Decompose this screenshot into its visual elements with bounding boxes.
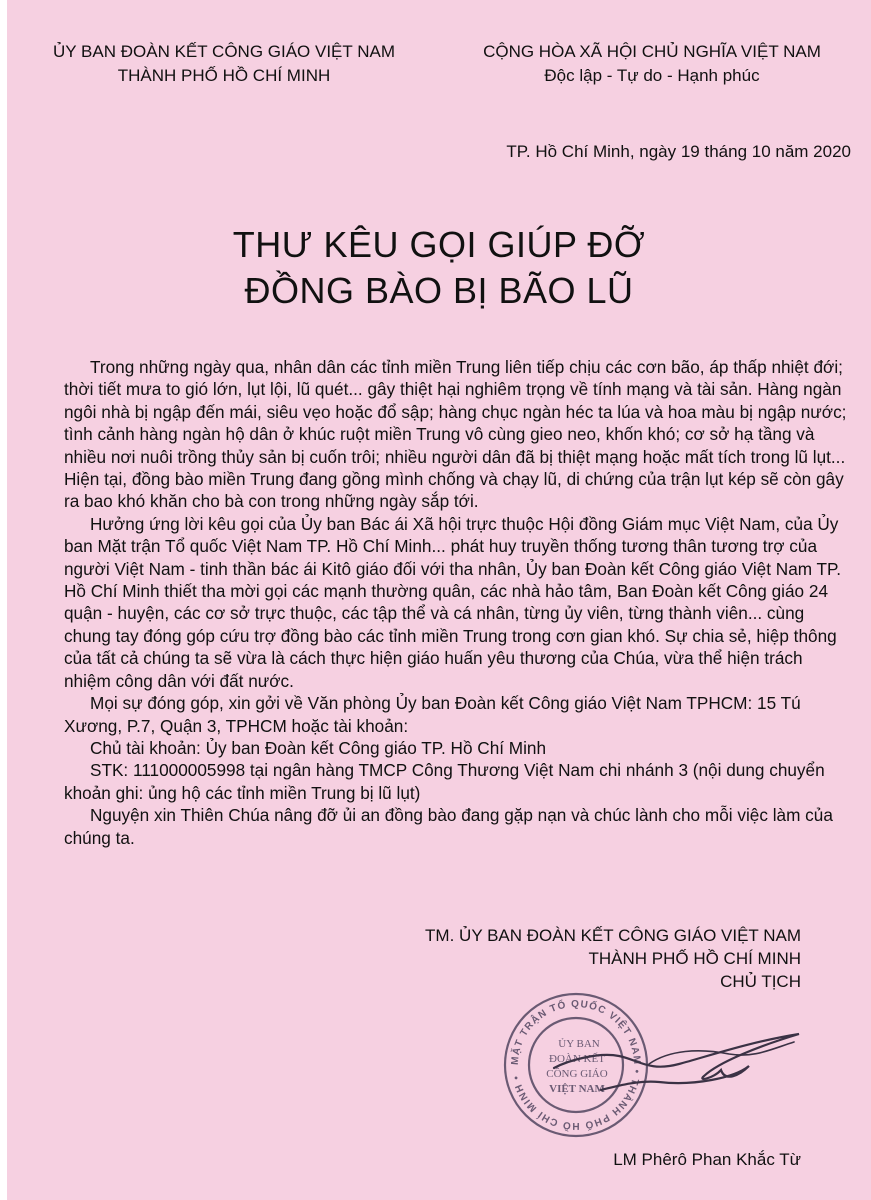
- organization-city: THÀNH PHỐ HỒ CHÍ MINH: [117, 66, 331, 85]
- body-paragraph-2: Hưởng ứng lời kêu gọi của Ủy ban Bác ái Xã hội trực thuộc Hội đồng Giám mục Việt Nam, của Ủy ban Mặt trận Tổ quốc Việt Nam TP. Hồ Chí Minh... phát huy truyền thống tương thân tương trợ của người Việt Nam - tinh thần bác ái Kitô giáo đối với tha nhân, Ủy ban Đoàn kết Công giáo Việt Nam TP. Hồ Chí Minh thiết tha mời gọi các mạnh thường quân, các nhà hảo tâm, Ban Đoàn kết Công giáo 24 quận - huyện, các cơ sở trực thuộc, các tập thể và cá nhân, từng ủy viên, từng thành viên... cùng chung tay đóng góp cứu trợ đồng bào các tỉnh miền Trung trong cơn gian khó. Sự chia sẻ, hiệp thông của tất cả chúng ta sẽ vừa là cách thực hiện giáo huấn yêu thương của Chúa, vừa thể hiện trách nhiệm công dân với đất nước.: [64, 513, 842, 691]
- title-line-2: ĐỒNG BÀO BỊ BÃO LŨ: [244, 270, 634, 311]
- letter-date: TP. Hồ Chí Minh, ngày 19 tháng 10 năm 2020: [506, 142, 851, 161]
- signature-line-1: TM. ỦY BAN ĐOÀN KẾT CÔNG GIÁO VIỆT NAM: [425, 926, 801, 945]
- national-header: [447, 40, 857, 88]
- signer-name: LM Phêrô Phan Khắc Từ: [613, 1150, 801, 1169]
- letter-page: [7, 0, 871, 1200]
- svg-text:VIỆT NAM: VIỆT NAM: [549, 1083, 605, 1095]
- body-paragraph-5: STK: 111000005998 tại ngân hàng TMCP Công Thương Việt Nam chi nhánh 3 (nội dung chuyển khoản ghi: ủng hộ các tỉnh miền Trung bị lũ lụt): [64, 760, 825, 803]
- organization-header: [29, 40, 419, 88]
- svg-text:ỦY BAN: ỦY BAN: [558, 1038, 600, 1050]
- national-motto: Độc lập - Tự do - Hạnh phúc: [544, 66, 760, 85]
- body-paragraph-1: Trong những ngày qua, nhân dân các tỉnh miền Trung liên tiếp chịu các cơn bão, áp thấp nhiệt đới; thời tiết mưa to gió lớn, lụt lội, lũ quét... gây thiệt hại nghiêm trọng về tính mạng và tài sản. Hàng ngàn ngôi nhà bị ngập đến mái, siêu vẹo hoặc đổ sập; hàng chục ngàn héc ta lúa và hoa màu bị ngập nước; tình cảnh hàng ngàn hộ dân ở khúc ruột miền Trung vô cùng gieo neo, khốn khó; cơ sở hạ tầng và nhiều nơi nuôi trồng thủy sản bị cuốn trôi; nhiều người dân đã bị thiệt mạng hoặc mất tích trong lũ lụt... Hiện tại, đồng bào miền Trung đang gồng mình chống và chạy lũ, di chứng của trận lụt kép sẽ còn gây ra bao khó khăn cho bà con trong những ngày sắp tới.: [64, 357, 847, 512]
- signature-flourish: [649, 1042, 794, 1064]
- body-paragraph-3: Mọi sự đóng góp, xin gởi về Văn phòng Ủy ban Đoàn kết Công giáo Việt Nam TPHCM: 15 Tú Xương, P.7, Quận 3, TPHCM hoặc tài khoản:: [64, 693, 801, 736]
- national-title: CỘNG HÒA XÃ HỘI CHỦ NGHĨA VIỆT NAM: [483, 42, 821, 61]
- seal-and-signature-graphic: [499, 990, 819, 1140]
- svg-text:ĐOÀN KẾT: ĐOÀN KẾT: [549, 1053, 605, 1065]
- seal-rings: [505, 994, 647, 1136]
- seal-ring-text: MẶT TRẬN TỔ QUỐC VIỆT NAM • THÀNH PHỐ HỒ CHÍ MINH •: [509, 998, 643, 1132]
- svg-text:CÔNG GIÁO: CÔNG GIÁO: [546, 1068, 608, 1080]
- official-seal: [499, 990, 819, 1145]
- title-line-1: THƯ KÊU GỌI GIÚP ĐỠ: [232, 224, 646, 265]
- signature-line-2: THÀNH PHỐ HỒ CHÍ MINH: [588, 949, 801, 968]
- body-paragraph-4: Chủ tài khoản: Ủy ban Đoàn kết Công giáo TP. Hồ Chí Minh: [90, 737, 547, 758]
- signature-block: [371, 924, 801, 993]
- body-paragraph-6: Nguyện xin Thiên Chúa nâng đỡ ủi an đồng bào đang gặp nạn và chúc lành cho mỗi việc làm của chúng ta.: [64, 805, 833, 848]
- letter-body: [64, 356, 848, 849]
- signature-line-3: CHỦ TỊCH: [720, 972, 801, 991]
- letter-title: [7, 222, 871, 314]
- organization-name: ỦY BAN ĐOÀN KẾT CÔNG GIÁO VIỆT NAM: [53, 42, 395, 61]
